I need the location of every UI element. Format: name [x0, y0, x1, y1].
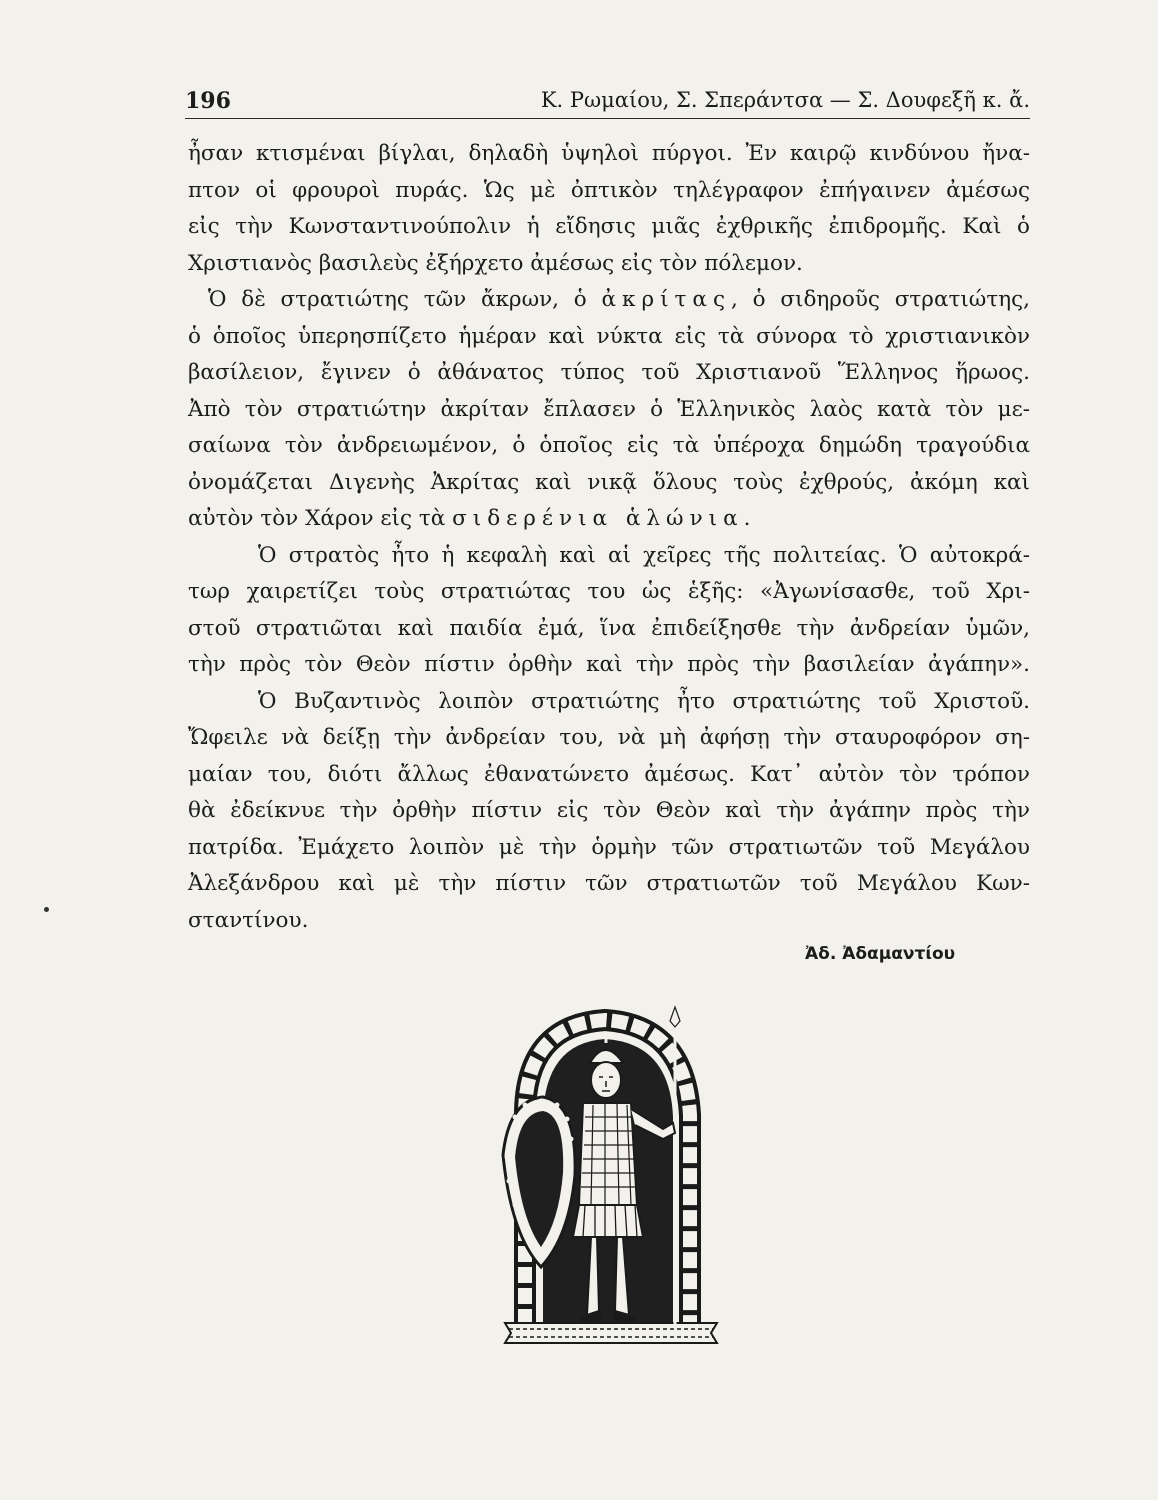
text-line: Ὁ Βυζαντινὸς λοιπὸν στρατιώτης ἦτο στρατιώτης τοῦ Χριστοῦ.: [258, 688, 1030, 714]
text-fragment: .: [743, 506, 751, 531]
akritas-warrior-icon: [485, 1005, 735, 1345]
text-line: [188, 501, 1030, 538]
text-line: Ὁ στρατὸς ἦτο ἡ κεφαλὴ καὶ αἱ χεῖρες τῆς πολιτείας. Ὁ αὐτοκρά-: [258, 542, 1030, 568]
text-fragment: Ὁ δὲ στρατιώτης τῶν ἄκρων, ὁ: [208, 287, 587, 312]
text-line: βασίλειον, ἔγινεν ὁ ἀθάνατος τύπος τοῦ Χριστιανοῦ Ἕλληνος ἥρωος.: [188, 360, 1030, 385]
author-signature: Ἀδ. Ἀδαμαντίου: [805, 944, 956, 964]
text-line: Ὤφειλε νὰ δείξῃ τὴν ἀνδρείαν του, νὰ μὴ ἀφήσῃ τὴν σταυροφόρον ση-: [188, 725, 1030, 750]
text-line: μαίαν του, διότι ἄλλως ἐθανατώνετο ἀμέσως. Κατ᾿ αὐτὸν τὸν τρόπον: [188, 761, 1030, 787]
page-header: [185, 84, 1030, 119]
text-line: ὁ ὁποῖος ὑπερησπίζετο ἡμέραν καὶ νύκτα εἰς τὰ σύνορα τὸ χριστιανικὸν: [188, 323, 1030, 349]
text-line: ἦσαν κτισμέναι βίγλαι, δηλαδὴ ὑψηλοὶ πύργοι. Ἐν καιρῷ κινδύνου ἤνα-: [188, 141, 1030, 166]
text-line: Χριστιανὸς βασιλεὺς ἐξήρχετο ἀμέσως εἰς τὸν πόλεμον.: [188, 250, 803, 276]
body-text: [188, 136, 1030, 939]
text-line: [188, 282, 1030, 319]
emphasized-word: ἀκρίτας: [601, 287, 731, 312]
text-line: Ἀλεξάνδρου καὶ μὲ τὴν πίστιν τῶν στρατιωτῶν τοῦ Μεγάλου Κων-: [188, 871, 1030, 896]
emphasized-phrase: σιδερένια ἁλώνια: [452, 506, 744, 531]
text-line: τωρ χαιρετίζει τοὺς στρατιώτας του ὡς ἑξῆς: «Ἀγωνίσασθε, τοῦ Χρι-: [188, 579, 1030, 604]
text-line: πτον οἱ φρουροὶ πυράς. Ὡς μὲ ὀπτικὸν τηλέγραφον ἐπήγαινεν ἀμέσως: [188, 177, 1030, 203]
text-line: εἰς τὴν Κωνσταντινούπολιν ἡ εἴδησις μιᾶς ἐχθρικῆς ἐπιδρομῆς. Καὶ ὁ: [188, 214, 1030, 239]
text-fragment: αὐτὸν τὸν Χάρον εἰς τὰ: [188, 506, 446, 531]
text-line: ὀνομάζεται Διγενὴς Ἀκρίτας καὶ νικᾷ ὅλους τοὺς ἐχθρούς, ἀκόμη καὶ: [188, 469, 1030, 495]
text-line: θὰ ἐδείκνυε τὴν ὀρθὴν πίστιν εἰς τὸν Θεὸν καὶ τὴν ἀγάπην πρὸς τὴν: [188, 798, 1030, 823]
running-head: Κ. Ρωμαίου, Σ. Σπεράντσα — Σ. Δουφεξῆ κ. ἄ.: [540, 88, 1030, 112]
text-fragment: , ὁ σιδηροῦς στρατιώτης,: [731, 287, 1030, 312]
text-line: τὴν πρὸς τὸν Θεὸν πίστιν ὀρθὴν καὶ τὴν πρὸς τὴν βασιλείαν ἀγάπην».: [188, 652, 1030, 677]
text-line: Ἀπὸ τὸν στρατιώτην ἀκρίταν ἔπλασεν ὁ Ἑλληνικὸς λαὸς κατὰ τὸν με-: [188, 396, 1030, 422]
margin-dot: [44, 907, 49, 912]
page-number: 196: [185, 88, 231, 114]
text-line: σαίωνα τὸν ἀνδρειωμένον, ὁ ὁποῖος εἰς τὰ ὑπέροχα δημώδη τραγούδια: [188, 433, 1030, 458]
text-line: πατρίδα. Ἐμάχετο λοιπὸν μὲ τὴν ὁρμὴν τῶν στρατιωτῶν τοῦ Μεγάλου: [188, 834, 1030, 860]
text-line: στοῦ στρατιῶται καὶ παιδία ἐμά, ἵνα ἐπιδείξησθε τὴν ἀνδρείαν ὑμῶν,: [188, 615, 1030, 641]
text-line: σταντίνου.: [188, 907, 309, 933]
